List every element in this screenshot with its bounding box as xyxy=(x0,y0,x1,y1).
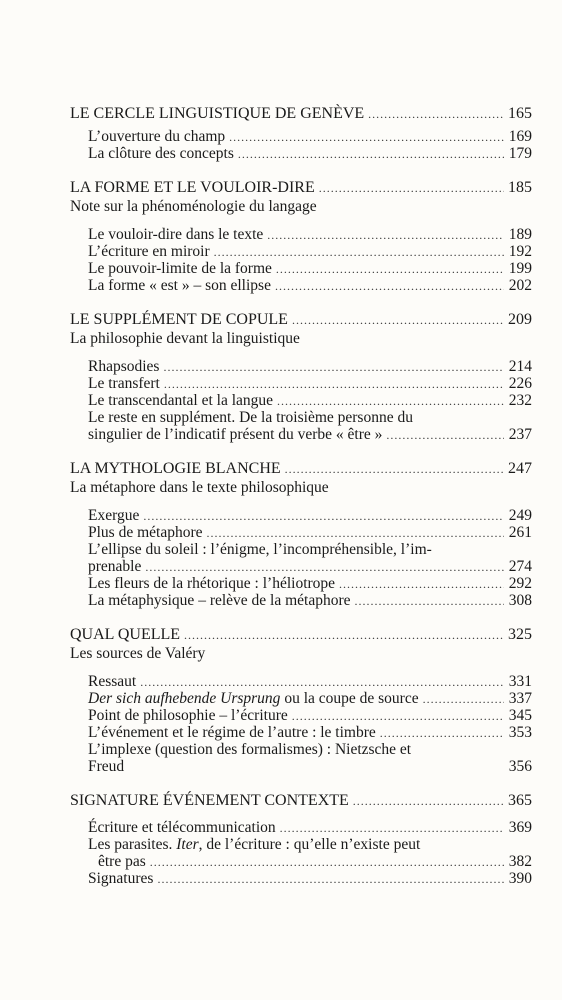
page-number: 185 xyxy=(508,179,532,196)
table-of-contents xyxy=(70,104,532,901)
section-heading[interactable] xyxy=(70,178,532,198)
section-subtitle: La philosophie devant la linguistique xyxy=(70,330,300,347)
toc-entry[interactable] xyxy=(88,690,532,707)
entry-title: La métaphysique – relève de la métaphore xyxy=(88,592,351,609)
toc-section xyxy=(70,178,532,294)
page-number: 247 xyxy=(508,460,532,477)
section-subtitle: Les sources de Valéry xyxy=(70,645,206,662)
page-number: 189 xyxy=(508,226,532,243)
leader-dots xyxy=(229,129,504,146)
page-number: 192 xyxy=(508,243,532,260)
section-subtitle: La métaphore dans le texte philosophique xyxy=(70,479,329,496)
section-heading[interactable] xyxy=(70,310,532,330)
leader-dots xyxy=(214,244,504,261)
entry-title: Le transfert xyxy=(88,375,160,392)
page-number: 325 xyxy=(508,626,532,643)
entry-title-continued: singulier de l’indicatif présent du verbe « être » xyxy=(88,426,383,443)
page-number: 365 xyxy=(508,792,532,809)
entry-title: Les fleurs de la rhétorique : l’héliotrope xyxy=(88,575,336,592)
leader-dots xyxy=(355,593,504,610)
toc-entry[interactable] xyxy=(88,260,532,277)
entry-title: Le vouloir-dire dans le texte xyxy=(88,226,264,243)
page-number: 308 xyxy=(508,592,532,609)
entry-title: L’ouverture du champ xyxy=(88,128,226,145)
entry-title: Plus de métaphore xyxy=(88,524,203,541)
leader-dots xyxy=(276,261,504,278)
page-number: 353 xyxy=(508,724,532,741)
entry-line xyxy=(88,741,532,758)
section-heading[interactable] xyxy=(70,791,532,811)
toc-section xyxy=(70,791,532,887)
toc-entry[interactable] xyxy=(88,819,532,836)
toc-entry[interactable] xyxy=(88,392,532,409)
page-number: 232 xyxy=(508,392,532,409)
section-title: LE SUPPLÉMENT DE COPULE xyxy=(70,311,288,328)
toc-entry[interactable] xyxy=(88,575,532,592)
page-number: 345 xyxy=(508,707,532,724)
leader-dots xyxy=(140,674,504,691)
toc-entry[interactable] xyxy=(88,707,532,724)
entry-title-continued: Freud xyxy=(88,758,125,775)
page-number: 237 xyxy=(508,426,532,443)
entry-title: Exergue xyxy=(88,507,140,524)
leader-dots xyxy=(380,725,504,742)
leader-dots xyxy=(184,625,504,645)
page-number: 209 xyxy=(508,311,532,328)
toc-entry[interactable] xyxy=(88,358,532,375)
entry-title-rest: ou la coupe de source xyxy=(280,690,419,707)
toc-entry[interactable] xyxy=(88,375,532,392)
section-heading[interactable] xyxy=(70,459,532,479)
section-title: LE CERCLE LINGUISTIQUE DE GENÈVE xyxy=(70,105,365,122)
toc-entry-multiline[interactable] xyxy=(88,541,532,575)
leader-dots xyxy=(157,871,504,888)
leader-dots xyxy=(280,820,504,837)
entry-title xyxy=(88,690,419,707)
entry-title xyxy=(88,836,420,853)
toc-entry[interactable] xyxy=(88,673,532,690)
page-number: 199 xyxy=(508,260,532,277)
toc-entry-multiline[interactable] xyxy=(88,741,532,775)
page-number: 292 xyxy=(508,575,532,592)
page-number: 390 xyxy=(508,870,532,887)
leader-dots xyxy=(164,376,504,393)
leader-dots xyxy=(423,691,504,708)
entry-line xyxy=(88,853,532,870)
toc-entry[interactable] xyxy=(88,724,532,741)
entry-title: Ressaut xyxy=(88,673,137,690)
page-number: 169 xyxy=(508,128,532,145)
section-heading[interactable] xyxy=(70,104,532,124)
entry-title: Le transcendantal et la langue xyxy=(88,392,274,409)
page-number: 382 xyxy=(508,853,532,870)
entry-title: Le pouvoir-limite de la forme xyxy=(88,260,272,277)
entry-line xyxy=(88,541,532,558)
leader-dots xyxy=(292,708,504,725)
leader-dots xyxy=(292,310,504,330)
entry-line xyxy=(88,426,532,443)
page-number: 226 xyxy=(508,375,532,392)
entry-line xyxy=(88,409,532,426)
entry-title-post: , de l’écriture : qu’elle n’existe peut xyxy=(198,836,421,853)
page-number: 261 xyxy=(508,524,532,541)
toc-entry[interactable] xyxy=(88,145,532,162)
page-number: 356 xyxy=(508,758,532,775)
section-subtitle: Note sur la phénoménologie du langage xyxy=(70,198,317,215)
leader-dots xyxy=(386,427,504,444)
page-number: 369 xyxy=(508,819,532,836)
entry-title-continued: être pas xyxy=(98,853,146,870)
leader-dots xyxy=(238,146,504,163)
leader-dots xyxy=(285,459,504,479)
toc-section xyxy=(70,625,532,775)
leader-dots xyxy=(163,359,504,376)
entry-title-italic: Der sich aufhebende Ursprung xyxy=(88,690,281,707)
entry-line xyxy=(88,836,532,853)
page-number: 165 xyxy=(508,105,532,122)
page-number: 179 xyxy=(508,145,532,162)
leader-dots xyxy=(339,576,504,593)
entry-title-pre: Les parasites. xyxy=(88,836,177,853)
entry-title: L’écriture en miroir xyxy=(88,243,210,260)
entry-title: La clôture des concepts xyxy=(88,145,234,162)
section-title: SIGNATURE ÉVÉNEMENT CONTEXTE xyxy=(70,792,349,809)
leader-dots xyxy=(368,104,504,124)
toc-section xyxy=(70,104,532,162)
entry-title-italic: Iter xyxy=(176,836,199,853)
section-title: QUAL QUELLE xyxy=(70,626,181,643)
page-number: 274 xyxy=(508,558,532,575)
entry-title-continued: prenable xyxy=(88,558,142,575)
entry-title: Le reste en supplément. De la troisième personne du xyxy=(88,409,413,426)
entry-title: Écriture et télécommunication xyxy=(88,819,276,836)
leader-dots xyxy=(145,559,504,576)
entry-title: L’implexe (question des formalismes) : Nietzsche et xyxy=(88,741,412,758)
toc-entry[interactable] xyxy=(88,507,532,524)
toc-entry[interactable] xyxy=(88,128,532,145)
toc-section xyxy=(70,310,532,443)
entry-title: La forme « est » – son ellipse xyxy=(88,277,271,294)
page-number: 214 xyxy=(508,358,532,375)
toc-entry[interactable] xyxy=(88,524,532,541)
page-number: 337 xyxy=(508,690,532,707)
entry-title: L’événement et le régime de l’autre : le timbre xyxy=(88,724,376,741)
toc-entry-multiline[interactable] xyxy=(88,409,532,443)
entry-line xyxy=(88,758,532,775)
leader-dots xyxy=(143,508,504,525)
section-title: LA MYTHOLOGIE BLANCHE xyxy=(70,460,281,477)
toc-entry-multiline[interactable] xyxy=(88,836,532,870)
leader-dots xyxy=(277,393,504,410)
entry-line xyxy=(88,558,532,575)
toc-entry[interactable] xyxy=(88,277,532,294)
leader-dots xyxy=(207,525,504,542)
toc-entry[interactable] xyxy=(88,226,532,243)
toc-entry[interactable] xyxy=(88,592,532,609)
entry-title: Rhapsodies xyxy=(88,358,160,375)
leader-dots xyxy=(353,791,504,811)
leader-dots xyxy=(150,854,504,871)
section-title: LA FORME ET LE VOULOIR-DIRE xyxy=(70,179,315,196)
leader-dots xyxy=(267,227,504,244)
page-number: 202 xyxy=(508,277,532,294)
leader-dots xyxy=(275,278,504,295)
section-heading[interactable] xyxy=(70,625,532,645)
entry-title: Signatures xyxy=(88,870,154,887)
entry-title: Point de philosophie – l’écriture xyxy=(88,707,288,724)
toc-entry[interactable] xyxy=(88,870,532,887)
toc-section xyxy=(70,459,532,609)
page-number: 249 xyxy=(508,507,532,524)
entry-title: L’ellipse du soleil : l’énigme, l’incompréhensible, l’im- xyxy=(88,541,432,558)
page-number: 331 xyxy=(508,673,532,690)
toc-entry[interactable] xyxy=(88,243,532,260)
leader-dots xyxy=(319,178,504,198)
